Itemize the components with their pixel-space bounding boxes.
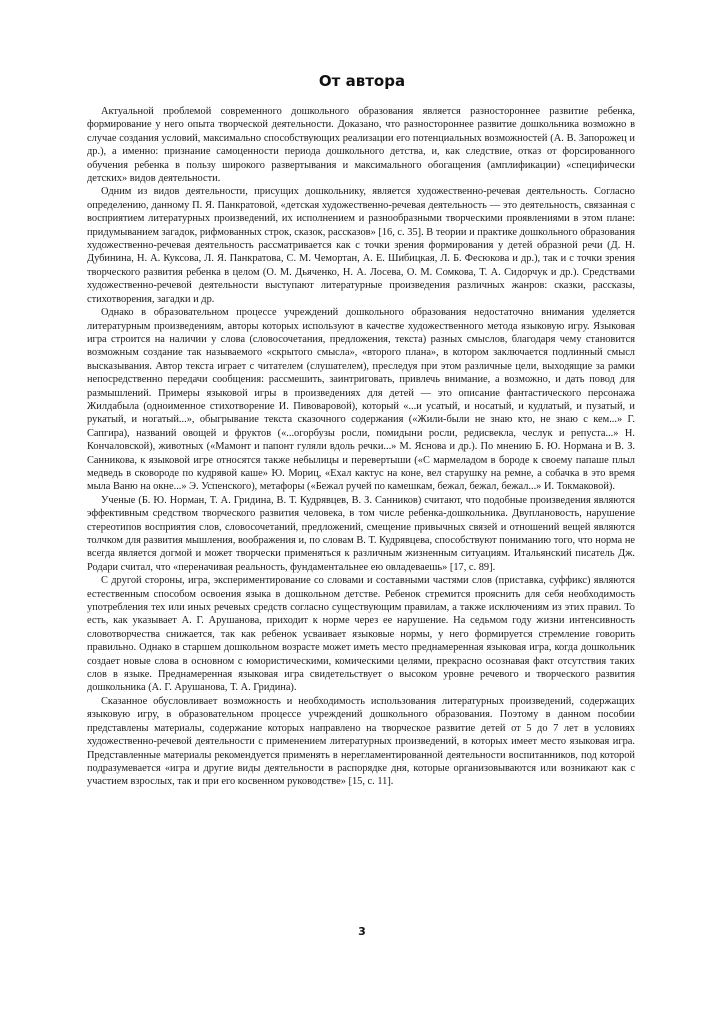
paragraph-1: Актуальной проблемой современного дошкольного образования является разностороннее развитие ребенка, формирование у него опыта творческой деятельности. Доказано, что разностороннее развитие дошкольника возможно в случае создания условий, максимально способствующих реализации его потенциальных возможностей (А. В. Запорожец и др.), а именно: признание самоценности периода дошкольного детства, и, как следствие, отказ от форсированного обучения ребенка в пользу широкого развертывания и максимального обогащения (амплификации) «специфически детских» видов деятельности. — [87, 106, 635, 185]
paragraph-2: Одним из видов деятельности, присущих дошкольнику, является художественно-речевая деятельность. Согласно определению, данному П. Я. Панкратовой, «детская художественно-речевая деятельность — это деятельность, связанная с восприятием литературных произведений, их исполнением и разнообразными творческими проявлениями в этом плане: придумыванием загадок, рифмованных строк, сказок, рассказов» [16, с. 35]. В теории и практике дошкольного образования художественно-речевая деятельность рассматривается как с точки зрения формирования у детей образной речи (Д. Н. Дубинина, Н. А. Куксова, Л. Я. Панкратова, С. М. Чемортан, А. Е. Шибицкая, Л. Б. Фесюкова и др.), так и с точки зрения творческого развития ребенка в целом (О. М. Дьяченко, Н. А. Лосева, О. М. Сомкова, Т. А. Сидорчук и др.). Средствами художественно-речевой деятельности выступают литературные произведения различных жанров: сказки, рассказы, стихотворения, загадки и др. — [87, 186, 635, 305]
paragraph-4: Ученые (Б. Ю. Норман, Т. А. Гридина, В. Т. Кудрявцев, В. З. Санников) считают, что подобные произведения являются эффективным средством творческого развития человека, в том числе ребенка-дошкольника. Двуплановость, нарушение стереотипов восприятия слов, словосочетаний, предложений, смещение привычных связей и отношений вещей являются толчком для развития мышления, воображения и, по словам В. Т. Кудрявцева, способствуют пониманию того, что норма не всегда является догмой и может творчески применяться к различным жизненным ситуациям. Итальянский писатель Дж. Родари считал, что «переначивая реальность, фундаментальнее ею овладеваешь» [17, с. 89]. — [87, 494, 635, 573]
page-number: 3 — [358, 925, 366, 938]
paragraph-3: Однако в образовательном процессе учреждений дошкольного образования недостаточно внимания уделяется литературным произведениям, авторы которых используют в качестве художественного метода языковую игру. Языковая игра строится на наличии у слова (словосочетания, предложения, текста) разных смыслов, благодаря чему становится возможным создание так называемого «скрытого смысла», «второго плана», в котором заключается подлинный смысл высказывания. Автор текста играет с читателем (слушателем), преследуя при этом различные цели, выходящие за рамки непосредственно передачи сообщения: рассмешить, заинтриговать, привлечь внимание, а возможно, и дать повод для размышлений. Примеры языковой игры в произведениях для детей — это описание фантастического персонажа Жилдабыла (одноименное стихотворение И. Пивоваровой), который «...и усатый, и носатый, и кудлатый, и пузатый, и рукатый, и ногатый...», обыгрывание текста сказочного содержания («Жили-были не знаю кто, не знаю с кем...» Г. Сапгира), названий овощей и фруктов («...огорбузы росли, помидыни росли, редисвекла, чеслук и репуста...» Н. Кончаловской), животных («Мамонт и папонт гуляли вдоль речки...» М. Яснова и др.). По мнению Б. Ю. Нормана и В. З. Санникова, к языковой игре относятся также небылицы и перевертыши («С мармеладом в бороде к своему папаше плыл медведь в сковороде по кудрявой каше» Ю. Мориц, «Ехал кактус на коне, вел старушку на ремне, а собачка в это время мыла Ваню на окне...» Э. Успенского), метафоры («Бежал ручей по камешкам, бежал, бежал, бежал...» И. Токмаковой). — [87, 307, 635, 493]
paragraph-6: Сказанное обусловливает возможность и необходимость использования литературных произведений, содержащих языковую игру, в образовательном процессе учреждений дошкольного образования. Поэтому в данном пособии представлены материалы, содержание которых направлено на творческое развитие детей от 5 до 7 лет в условиях художественно-речевой деятельности с применением литературных произведений, в которых имеет место языковая игра. Представленные материалы рекомендуется применять в нерегламентированной деятельности воспитанников, под которой подразумевается «игра и другие виды деятельности в распорядке дня, которые организовываются или возникают как с участием взрослых, так и при его косвенном руководстве» [15, с. 11]. — [87, 695, 635, 788]
body-text — [87, 105, 635, 789]
paragraph-5: С другой стороны, игра, экспериментирование со словами и составными частями слов (приставка, суффикс) являются естественным способом освоения языка в дошкольном детстве. Ребенок стремится прояснить для себя необходимость употребления тех или иных речевых средств согласно существующим правилам, а также исключениям из этих правил. То есть, как указывает А. Г. Арушанова, приходит к норме через ее нарушение. На седьмом году жизни интенсивность словотворчества снижается, так как ребенок усваивает языковые нормы, у него формируется стремление говорить правильно. Однако в старшем дошкольном возрасте может иметь место преднамеренная языковая игра, когда дошкольник создает новые слова в основном с юмористическими, комическими целями, прекрасно осознавая факт отсутствия таких слов в языке. Преднамеренная языковая игра свидетельствует о высоком уровне речевого и творческого развития дошкольника (А. Г. Арушанова, Т. А. Гридина). — [87, 575, 635, 694]
page-title: От автора — [318, 72, 406, 90]
